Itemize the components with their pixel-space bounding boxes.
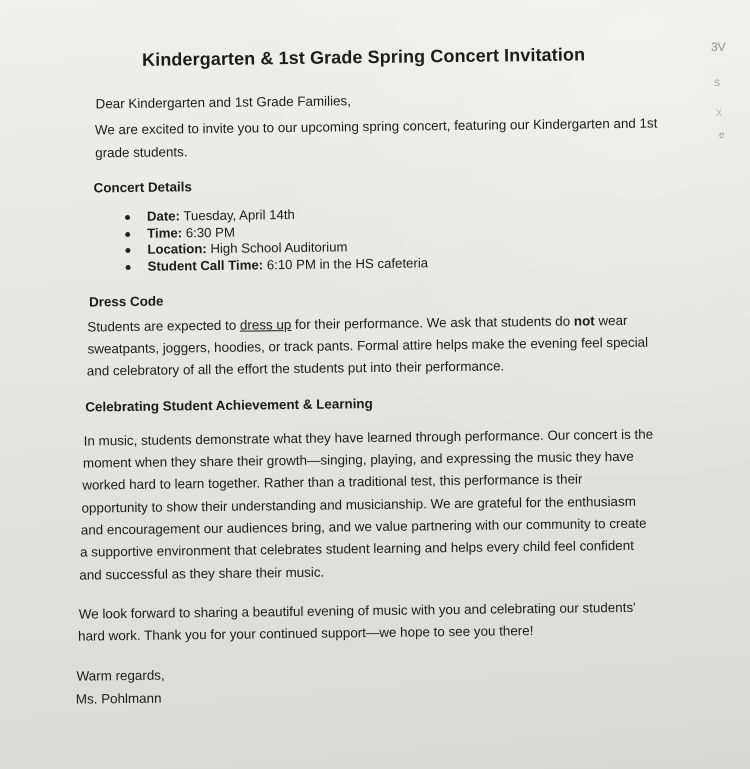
dress-text: for their performance. We ask that students do (291, 313, 574, 333)
detail-label: Student Call Time: (147, 256, 264, 274)
celebrate-line-1: In music, students demonstrate what they have learned through performance. Our concert is the (83, 426, 654, 449)
dress-text: wear (594, 312, 628, 329)
celebrate-line-5: and encouragement our audiences bring, and we value partnering with our community to create (80, 515, 647, 538)
greeting: Dear Kindergarten and 1st Grade Families, (95, 93, 351, 112)
not-bold: not (573, 313, 595, 329)
dress-line-2: sweatpants, joggers, hoodies, or track pants. Formal attire helps make the evening feel special (87, 334, 649, 357)
margin-mark: e (719, 130, 725, 141)
bullet-icon (125, 248, 130, 253)
celebrate-line-3: worked hard to learn together. Rather than a traditional test, this performance is their (82, 471, 583, 493)
celebrate-line-2: moment when they share their growth—singing, playing, and expressing the music they have (82, 448, 634, 471)
dress-up-underlined: dress up (239, 317, 292, 333)
detail-label: Date: (146, 208, 181, 224)
intro-line-2: grade students. (95, 144, 188, 161)
closing-line-2: hard work. Thank you for your continued support—we hope to see you there! (78, 623, 534, 644)
celebrating-heading: Celebrating Student Achievement & Learning (85, 396, 373, 415)
intro-line-1: We are excited to invite you to our upcoming spring concert, featuring our Kindergarten and 1st (94, 115, 658, 138)
detail-value: Tuesday, April 14th (183, 206, 295, 224)
closing-line-1: We look forward to sharing a beautiful evening of music with you and celebrating our students' (78, 599, 636, 622)
letter-title: Kindergarten & 1st Grade Spring Concert Invitation (141, 44, 586, 70)
celebrate-line-4: opportunity to show their understanding and musicianship. We are grateful for the enthusiasm (81, 493, 636, 516)
margin-mark: X (716, 108, 723, 118)
detail-label: Time: (147, 224, 183, 241)
margin-mark: 3V (711, 40, 726, 54)
bullet-icon (125, 231, 130, 236)
detail-call-time (125, 255, 428, 275)
detail-value: High School Auditorium (210, 239, 348, 257)
concert-details-heading: Concert Details (93, 179, 192, 196)
signoff: Warm regards, (76, 667, 165, 684)
concert-details-list (125, 205, 428, 275)
detail-value: 6:10 PM in the HS cafeteria (266, 254, 429, 272)
celebrate-line-6: a supportive environment that celebrates student learning and helps every child feel confident (79, 537, 634, 560)
margin-mark: S (714, 78, 721, 88)
dress-line-3: and celebratory of all the effort the students put into their performance. (86, 358, 505, 379)
bullet-icon (126, 264, 131, 269)
bullet-icon (125, 215, 130, 220)
detail-value: 6:30 PM (185, 224, 236, 240)
dress-code-heading: Dress Code (88, 293, 164, 310)
detail-label: Location: (147, 241, 207, 257)
signature: Ms. Pohlmann (75, 690, 162, 707)
dress-text: Students are expected to (87, 317, 241, 335)
celebrate-line-7: and successful as they share their music. (79, 564, 325, 583)
